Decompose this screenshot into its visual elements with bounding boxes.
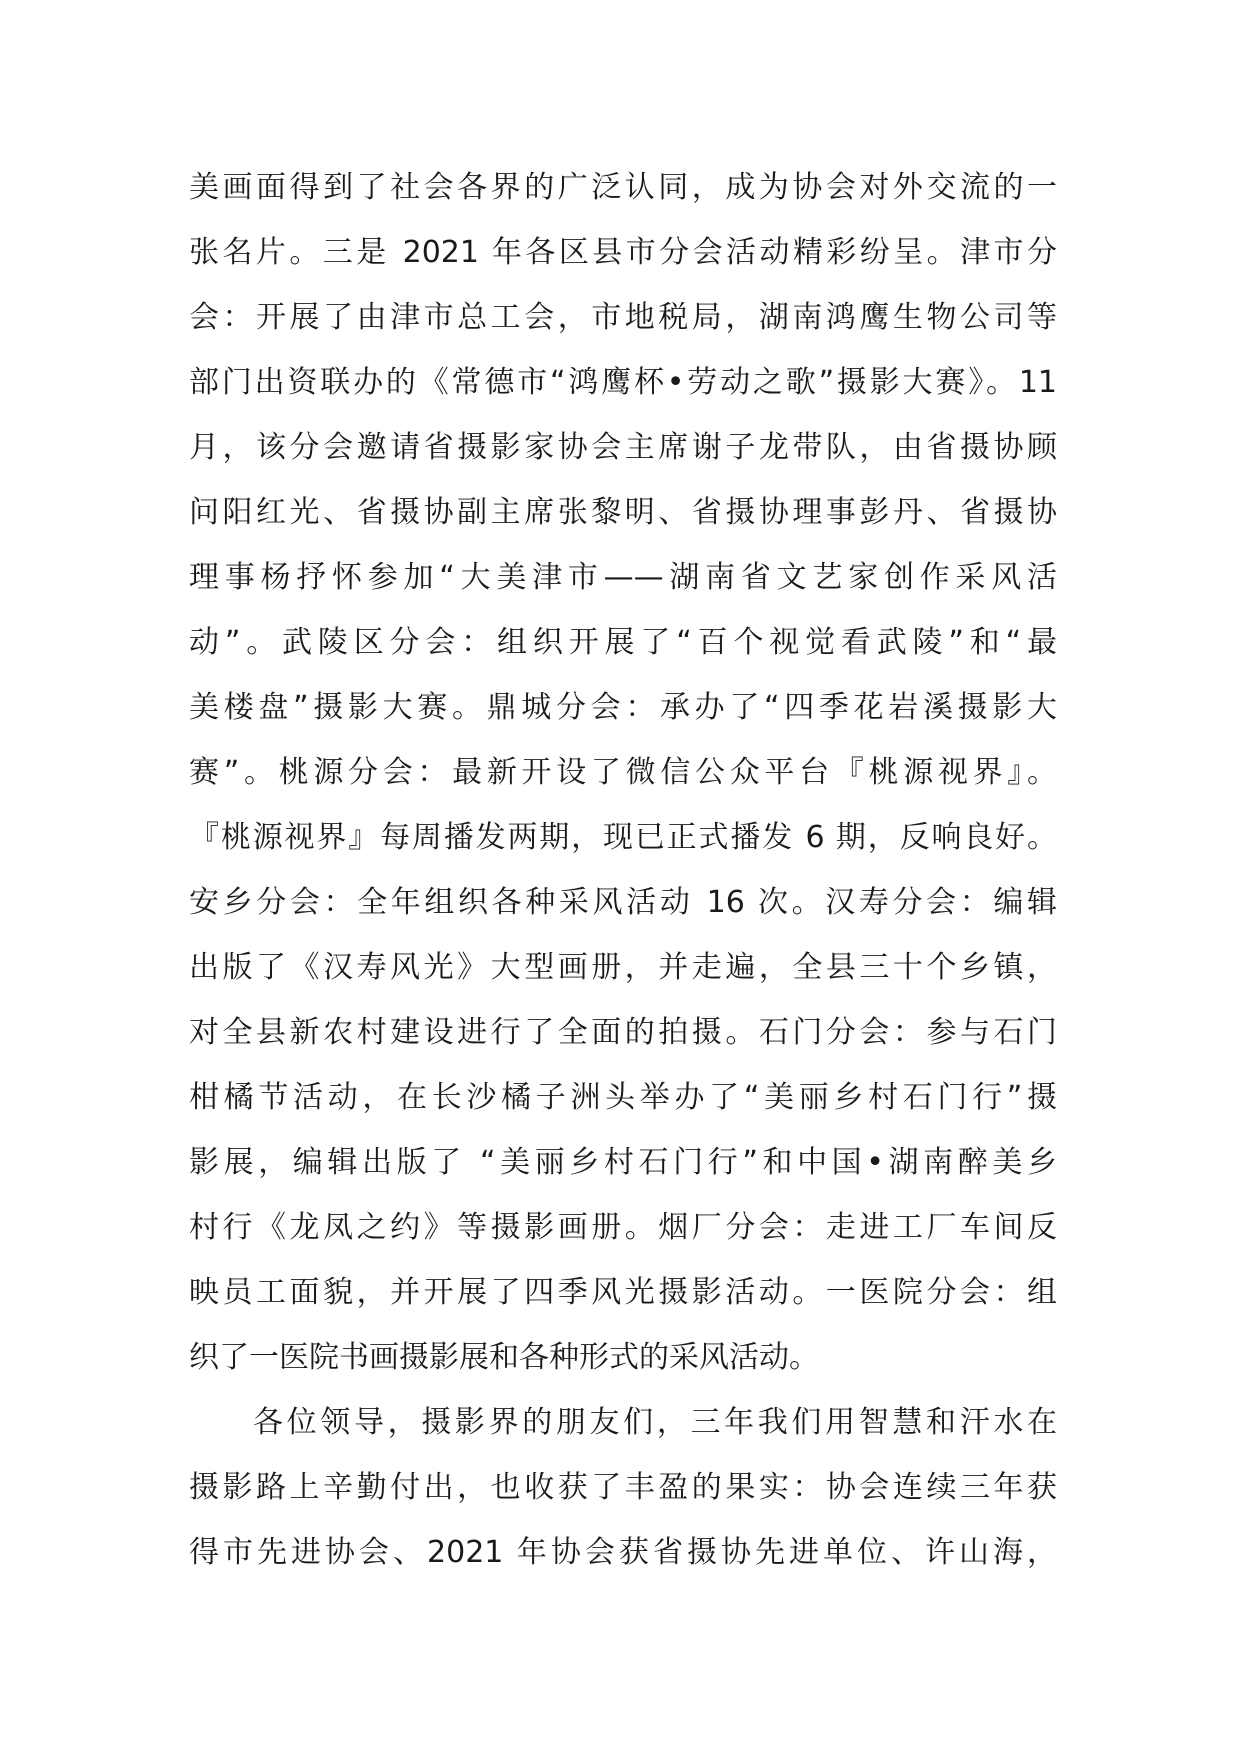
text-line: 安乡分会：全年组织各种采风活动 16 次。汉寿分会：编辑 bbox=[189, 885, 1057, 920]
text-line: 对全县新农村建设进行了全面的拍摄。石门分会：参与石门 bbox=[189, 1015, 1057, 1050]
text-line: 村行《龙凤之约》等摄影画册。烟厂分会：走进工厂车间反 bbox=[189, 1210, 1057, 1245]
text-line: 得市先进协会、2021 年协会获省摄协先进单位、许山海， bbox=[189, 1535, 1057, 1570]
text-line: 部门出资联办的《常德市“鸿鹰杯•劳动之歌”摄影大赛》。11 bbox=[189, 365, 1057, 400]
text-line: 问阳红光、省摄协副主席张黎明、省摄协理事彭丹、省摄协 bbox=[189, 495, 1057, 530]
text-line: 动”。武陵区分会：组织开展了“百个视觉看武陵”和“最 bbox=[189, 625, 1057, 660]
text-line: 出版了《汉寿风光》大型画册，并走遍，全县三十个乡镇， bbox=[189, 950, 1057, 985]
text-line: 张名片。三是 2021 年各区县市分会活动精彩纷呈。津市分 bbox=[189, 235, 1057, 270]
text-line: 美画面得到了社会各界的广泛认同，成为协会对外交流的一 bbox=[189, 170, 1057, 205]
text-line: 会：开展了由津市总工会，市地税局，湖南鸿鹰生物公司等 bbox=[189, 300, 1057, 335]
text-line: 美楼盘”摄影大赛。鼎城分会：承办了“四季花岩溪摄影大 bbox=[189, 690, 1057, 725]
paragraph-first-line: 各位领导，摄影界的朋友们，三年我们用智慧和汗水在 bbox=[253, 1405, 1057, 1440]
text-line: 影展，编辑出版了 “美丽乡村石门行”和中国•湖南醉美乡 bbox=[189, 1145, 1057, 1180]
text-line: 『桃源视界』每周播发两期，现已正式播发 6 期，反响良好。 bbox=[189, 820, 1057, 855]
text-line: 赛”。桃源分会：最新开设了微信公众平台『桃源视界』。 bbox=[189, 755, 1057, 790]
text-line: 柑橘节活动，在长沙橘子洲头举办了“美丽乡村石门行”摄 bbox=[189, 1080, 1057, 1115]
text-line: 摄影路上辛勤付出，也收获了丰盈的果实：协会连续三年获 bbox=[189, 1470, 1057, 1505]
document-body bbox=[189, 155, 1057, 1585]
text-line: 月，该分会邀请省摄影家协会主席谢子龙带队，由省摄协顾 bbox=[189, 430, 1057, 465]
text-line: 理事杨抒怀参加“大美津市——湖南省文艺家创作采风活 bbox=[189, 560, 1057, 595]
paragraph-end-line: 织了一医院书画摄影展和各种形式的采风活动。 bbox=[189, 1340, 819, 1375]
text-line: 映员工面貌，并开展了四季风光摄影活动。一医院分会：组 bbox=[189, 1275, 1057, 1310]
